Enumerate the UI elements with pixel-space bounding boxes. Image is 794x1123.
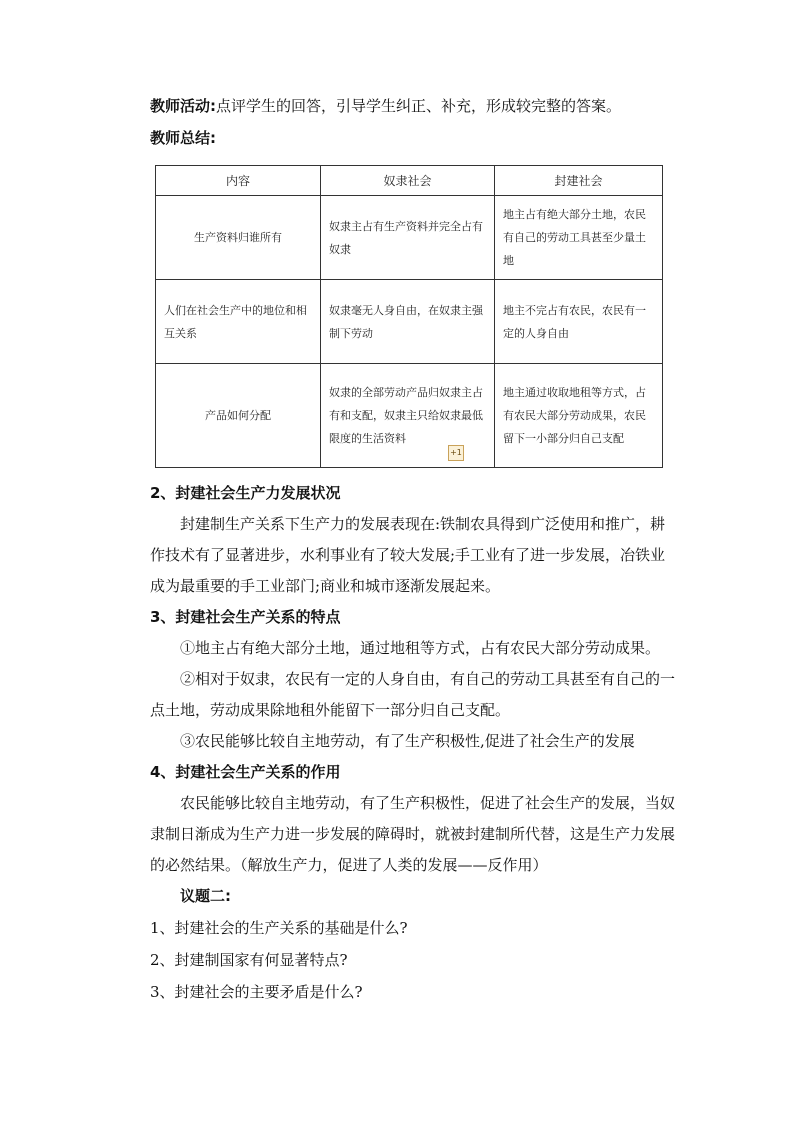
teacher-activity-line [150, 96, 670, 116]
table-cell: 生产资料归谁所有 [156, 196, 321, 280]
table-header-row [156, 166, 663, 196]
table-header-content: 内容 [156, 166, 321, 196]
table-header-slave: 奴隶社会 [321, 166, 495, 196]
table-row [156, 364, 663, 468]
topic2-question-1: 1、封建社会的生产关系的基础是什么? [150, 919, 408, 937]
comparison-table [155, 165, 663, 468]
table-cell-text: 奴隶的全部劳动产品归奴隶主占有和支配，奴隶主只给奴隶最低限度的生活资料 [329, 386, 483, 445]
table-cell: 奴隶毫无人身自由，在奴隶主强制下劳动 [321, 280, 495, 364]
teacher-activity-text: 点评学生的回答，引导学生纠正、补充，形成较完整的答案。 [216, 97, 622, 115]
table-cell: 地主不完占有农民，农民有一定的人身自由 [495, 280, 663, 364]
table-cell: 产品如何分配 [156, 364, 321, 468]
topic2-heading: 议题二: [180, 887, 231, 905]
topic2-question-3: 3、封建社会的主要矛盾是什么? [150, 983, 363, 1001]
table-cell: 地主通过收取地租等方式，占有农民大部分劳动成果，农民留下一小部分归自己支配 [495, 364, 663, 468]
table-cell: 奴隶主占有生产资料并完全占有奴隶 [321, 196, 495, 280]
section2-heading: 2、封建社会生产力发展状况 [150, 484, 341, 502]
section3-item-2: ②相对于奴隶，农民有一定的人身自由，有自己的劳动工具甚至有自己的一点土地，劳动成果除地租外能留下一部分归自己支配。 [150, 670, 676, 719]
teacher-summary-line [150, 128, 670, 148]
teacher-summary-label: 教师总结: [150, 129, 216, 147]
section4-body: 农民能够比较自主地劳动，有了生产积极性，促进了社会生产的发展，当奴隶制日渐成为生产力进一步发展的障碍时，就被封建制所代替，这是生产力发展的必然结果。（解放生产力，促进了人类的发展——反作用） [150, 794, 676, 874]
section3-item-1: ①地主占有绝大部分土地，通过地租等方式，占有农民大部分劳动成果。 [180, 639, 661, 657]
table-cell: 人们在社会生产中的地位和相互关系 [156, 280, 321, 364]
table-row [156, 196, 663, 280]
section3-item-3: ③农民能够比较自主地劳动，有了生产积极性,促进了社会生产的发展 [180, 732, 635, 750]
table-cell [321, 364, 495, 468]
table-cell: 地主占有绝大部分土地，农民有自己的劳动工具甚至少量土地 [495, 196, 663, 280]
section3-heading: 3、封建社会生产关系的特点 [150, 608, 341, 626]
comment-note-icon[interactable]: +1 [448, 445, 464, 461]
table-header-feudal: 封建社会 [495, 166, 663, 196]
topic2-question-2: 2、封建制国家有何显著特点? [150, 951, 348, 969]
table-row [156, 280, 663, 364]
section2-body: 封建制生产关系下生产力的发展表现在:铁制农具得到广泛使用和推广，耕作技术有了显著进步，水利事业有了较大发展;手工业有了进一步发展，冶铁业成为最重要的手工业部门;商业和城市逐渐发展起来。 [150, 515, 666, 595]
teacher-activity-label: 教师活动: [150, 97, 216, 115]
section4-heading: 4、封建社会生产关系的作用 [150, 763, 341, 781]
